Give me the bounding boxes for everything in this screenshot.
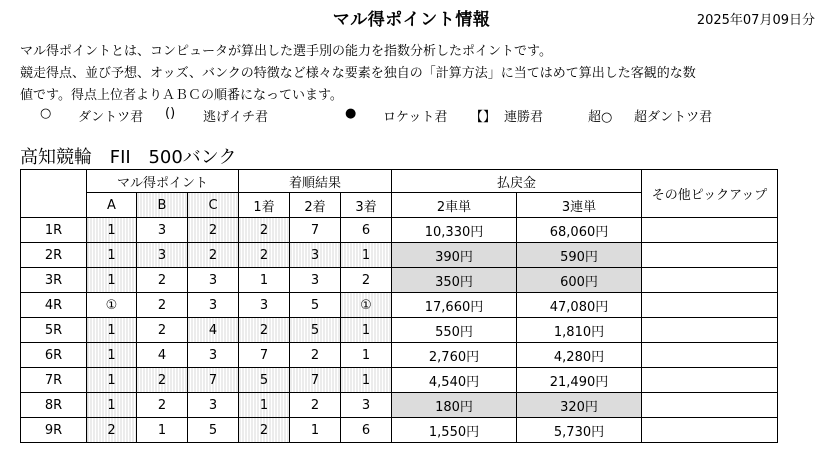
a-cell: 2 [87,418,137,443]
second-cell: 5 [290,293,341,318]
trifecta-cell: 320円 [517,393,642,418]
second-cell: 3 [290,243,341,268]
parentheses-icon: () [165,106,176,121]
legend-label: 超ダントツ君 [634,110,713,125]
points-header: マル得ポイント [87,170,239,193]
table-row [21,218,778,243]
b-cell: 4 [137,343,188,368]
payout-header: 払戻金 [392,170,642,193]
c-cell: 4 [188,318,239,343]
other-cell [642,268,778,293]
col-a-header: A [87,193,137,218]
first-cell: 2 [239,418,290,443]
description-line: 競走得点、並び予想、オッズ、バンクの特徴など様々な要素を独自の「計算方法」に当てはめて算出した客観的な数 [20,66,696,81]
col-third-header: 3着 [341,193,392,218]
legend-label: 連勝君 [504,110,544,125]
description-line: マル得ポイントとは、コンピュータが算出した選手別の能力を指数分析したポイントです。 [20,44,552,59]
exacta-cell: 1,550円 [392,418,517,443]
bracket-icon: 【】 [470,110,497,125]
race-number-cell: 2R [21,243,87,268]
trifecta-cell: 4,280円 [517,343,642,368]
b-cell: 2 [137,293,188,318]
race-number-cell: 9R [21,418,87,443]
table-row [21,393,778,418]
a-cell: 1 [87,268,137,293]
b-cell: 3 [137,243,188,268]
third-cell: 1 [341,243,392,268]
trifecta-cell: 21,490円 [517,368,642,393]
b-cell: 1 [137,418,188,443]
a-cell: 1 [87,243,137,268]
legend-item-dantotsu [40,106,165,125]
third-cell: 3 [341,393,392,418]
filled-circle-icon: ● [345,106,357,121]
race-number-cell: 4R [21,293,87,318]
table-row [21,418,778,443]
b-cell: 2 [137,393,188,418]
a-cell: 1 [87,393,137,418]
third-cell: 6 [341,218,392,243]
circle-icon: ○ [40,106,52,121]
first-cell: 2 [239,318,290,343]
legend-item-rensho [470,106,588,125]
table-row [21,268,778,293]
results-table [20,169,778,443]
first-cell: 3 [239,293,290,318]
a-cell: 1 [87,368,137,393]
race-number-cell: 5R [21,318,87,343]
third-cell: 6 [341,418,392,443]
race-header [21,170,87,218]
b-cell: 2 [137,318,188,343]
race-number-cell: 8R [21,393,87,418]
trifecta-cell: 47,080円 [517,293,642,318]
legend [40,106,712,125]
legend-item-super-dantotsu [588,106,712,125]
race-number-cell: 7R [21,368,87,393]
results-header: 着順結果 [239,170,392,193]
second-cell: 7 [290,218,341,243]
super-circle-icon: 超○ [588,110,613,125]
exacta-cell: 350円 [392,268,517,293]
c-cell: 3 [188,393,239,418]
first-cell: 2 [239,218,290,243]
page-title: マル得ポイント情報 [332,10,491,30]
c-cell: 2 [188,218,239,243]
trifecta-cell: 600円 [517,268,642,293]
third-cell: 1 [341,318,392,343]
exacta-cell: 390円 [392,243,517,268]
table-row [21,368,778,393]
venue-name: 高知競輪 [20,147,92,168]
col-b-header: B [137,193,188,218]
other-cell [642,293,778,318]
b-cell: 2 [137,368,188,393]
table-row [21,293,778,318]
exacta-cell: 2,760円 [392,343,517,368]
race-number-cell: 1R [21,218,87,243]
b-cell: 3 [137,218,188,243]
a-cell: ① [87,293,137,318]
trifecta-cell: 68,060円 [517,218,642,243]
description [20,41,810,107]
legend-item-nigeichi [165,106,345,125]
second-cell: 7 [290,368,341,393]
legend-item-rocket [345,106,470,125]
trifecta-cell: 590円 [517,243,642,268]
exacta-cell: 180円 [392,393,517,418]
venue-grade: FII [109,147,131,168]
exacta-cell: 550円 [392,318,517,343]
a-cell: 1 [87,318,137,343]
col-first-header: 1着 [239,193,290,218]
first-cell: 2 [239,243,290,268]
col-c-header: C [188,193,239,218]
table-row [21,318,778,343]
third-cell: 1 [341,343,392,368]
table-row [21,343,778,368]
c-cell: 3 [188,343,239,368]
second-cell: 5 [290,318,341,343]
col-second-header: 2着 [290,193,341,218]
legend-label: ダントツ君 [78,110,144,125]
col-exacta-header: 2車単 [392,193,517,218]
race-number-cell: 3R [21,268,87,293]
race-number-cell: 6R [21,343,87,368]
trifecta-cell: 5,730円 [517,418,642,443]
venue-heading [20,143,248,169]
table-row [21,243,778,268]
b-cell: 2 [137,268,188,293]
first-cell: 1 [239,268,290,293]
second-cell: 2 [290,343,341,368]
legend-label: ロケット君 [383,110,448,125]
first-cell: 1 [239,393,290,418]
other-cell [642,218,778,243]
other-cell [642,418,778,443]
c-cell: 3 [188,293,239,318]
a-cell: 1 [87,218,137,243]
c-cell: 3 [188,268,239,293]
c-cell: 2 [188,243,239,268]
third-cell: 1 [341,368,392,393]
venue-bank: 500バンク [148,147,237,168]
c-cell: 5 [188,418,239,443]
trifecta-cell: 1,810円 [517,318,642,343]
first-cell: 5 [239,368,290,393]
other-pickup-header: その他ピックアップ [642,170,778,218]
exacta-cell: 10,330円 [392,218,517,243]
other-cell [642,318,778,343]
other-cell [642,368,778,393]
second-cell: 2 [290,393,341,418]
c-cell: 7 [188,368,239,393]
col-trifecta-header: 3連単 [517,193,642,218]
exacta-cell: 4,540円 [392,368,517,393]
a-cell: 1 [87,343,137,368]
third-cell: 2 [341,268,392,293]
other-cell [642,393,778,418]
report-date: 2025年07月09日分 [696,13,815,28]
second-cell: 3 [290,268,341,293]
third-cell: ① [341,293,392,318]
second-cell: 1 [290,418,341,443]
other-cell [642,243,778,268]
other-cell [642,343,778,368]
description-line: 値です。得点上位者よりＡＢＣの順番になっています。 [20,88,343,103]
exacta-cell: 17,660円 [392,293,517,318]
first-cell: 7 [239,343,290,368]
legend-label: 逃げイチ君 [203,110,269,125]
